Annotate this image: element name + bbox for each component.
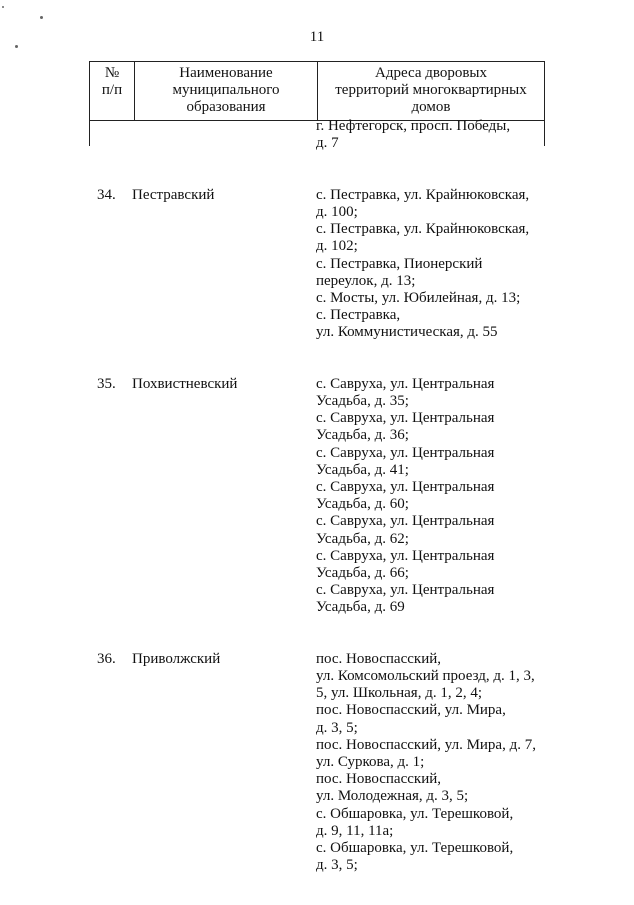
- address-line: с. Савруха, ул. Центральная: [316, 444, 495, 461]
- address-line: переулок, д. 13;: [316, 272, 416, 289]
- table-row: [0, 376, 634, 617]
- row-number: 34.: [97, 186, 116, 203]
- row-gap: [0, 634, 634, 651]
- column-header-addresses: [318, 62, 545, 121]
- address-line: Усадьба, д. 66;: [316, 564, 409, 581]
- address-line: пос. Новоспасский, ул. Мира,: [316, 702, 506, 719]
- row-number: 36.: [97, 650, 116, 667]
- row-gap: [0, 359, 634, 376]
- address-line: Усадьба, д. 36;: [316, 427, 409, 444]
- address-line: д. 102;: [316, 238, 358, 255]
- header-line: №: [104, 65, 120, 81]
- header-line: муниципального: [172, 82, 280, 99]
- address-line: с. Мосты, ул. Юбилейная, д. 13;: [316, 289, 521, 306]
- table-row: [0, 651, 634, 874]
- table-header: [89, 61, 545, 121]
- address-line: Усадьба, д. 41;: [316, 461, 409, 478]
- address-line: с. Савруха, ул. Центральная: [316, 582, 495, 599]
- address-line: пос. Новоспасский,: [316, 650, 441, 667]
- address-line: д. 9, 11, 11а;: [316, 822, 394, 839]
- row-gap: [0, 152, 634, 169]
- address-line: пос. Новоспасский, ул. Мира, д. 7,: [316, 736, 536, 753]
- continuation-row: [0, 118, 634, 152]
- address-line: Усадьба, д. 35;: [316, 393, 409, 409]
- address-line: Усадьба, д. 60;: [316, 496, 409, 513]
- address-line: ул. Суркова, д. 1;: [316, 753, 425, 770]
- address-line: с. Пестравка, ул. Крайнюковская,: [316, 186, 530, 203]
- row-gap: [0, 616, 634, 633]
- address-line: д. 100;: [316, 203, 358, 220]
- address-line: д. 3, 5;: [316, 857, 358, 874]
- municipality-name: Пестравский: [132, 186, 215, 203]
- row-gap: [0, 341, 634, 358]
- address-list: [316, 376, 556, 617]
- scan-speck: [2, 6, 4, 8]
- address-line: г. Нефтегорск, просп. Победы,: [316, 118, 511, 134]
- address-line: с. Пестравка, Пионерский: [316, 255, 483, 272]
- address-line: ул. Молодежная, д. 3, 5;: [316, 788, 469, 805]
- address-line: 5, ул. Школьная, д. 1, 2, 4;: [316, 685, 482, 702]
- address-line: с. Обшаровка, ул. Терешковой,: [316, 805, 514, 822]
- row-number: 35.: [97, 375, 116, 392]
- header-line: Наименование: [179, 65, 273, 81]
- municipality-name: Приволжский: [132, 650, 221, 667]
- address-list: [316, 118, 556, 152]
- address-line: Усадьба, д. 62;: [316, 530, 409, 547]
- address-line: с. Пестравка,: [316, 307, 401, 324]
- address-line: с. Савруха, ул. Центральная: [316, 375, 495, 392]
- table-row: [0, 187, 634, 342]
- column-header-number: [90, 62, 135, 121]
- address-line: с. Савруха, ул. Центральная: [316, 410, 495, 427]
- address-line: Усадьба, д. 69: [316, 599, 405, 616]
- address-list: [316, 651, 556, 874]
- municipality-name: Похвистневский: [132, 375, 238, 392]
- address-line: с. Пестравка, ул. Крайнюковская,: [316, 221, 530, 238]
- row-gap: [0, 170, 634, 187]
- address-line: с. Обшаровка, ул. Терешковой,: [316, 839, 514, 856]
- header-line: домов: [411, 99, 451, 116]
- header-line: образования: [186, 99, 266, 116]
- address-line: с. Савруха, ул. Центральная: [316, 478, 495, 495]
- address-line: ул. Комсомольский проезд, д. 1, 3,: [316, 668, 535, 684]
- address-line: ул. Коммунистическая, д. 55: [316, 324, 498, 341]
- scan-speck: [40, 16, 43, 19]
- header-line: территорий многоквартирных: [335, 82, 527, 99]
- page-number: 11: [309, 29, 325, 45]
- header-line: п/п: [101, 82, 123, 99]
- column-header-municipality: [135, 62, 318, 121]
- address-line: пос. Новоспасский,: [316, 771, 441, 788]
- address-line: с. Савруха, ул. Центральная: [316, 547, 495, 564]
- address-line: д. 3, 5;: [316, 719, 358, 736]
- header-line: Адреса дворовых: [374, 65, 488, 81]
- address-line: с. Савруха, ул. Центральная: [316, 513, 495, 530]
- address-list: [316, 187, 556, 342]
- table-body: [0, 118, 634, 874]
- address-line: д. 7: [316, 135, 339, 152]
